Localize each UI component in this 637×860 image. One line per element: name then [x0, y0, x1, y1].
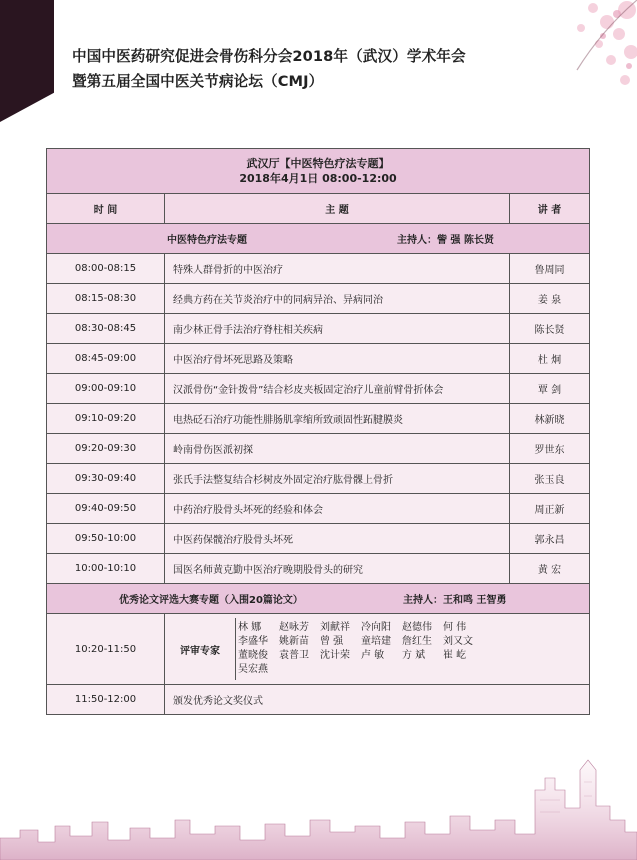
judge-name: 刘又文 — [443, 636, 473, 647]
session-topic: 电热砭石治疗功能性腓肠肌挛缩所致顽固性跖腱膜炎 — [165, 404, 510, 434]
column-header-time: 时 间 — [47, 194, 165, 224]
column-header-topic: 主 题 — [165, 194, 510, 224]
session-time: 08:45-09:00 — [47, 344, 165, 374]
judge-name: 刘献祥 — [320, 622, 350, 633]
session-time: 09:00-09:10 — [47, 374, 165, 404]
session-time: 08:15-08:30 — [47, 284, 165, 314]
column-header-speaker: 讲 者 — [510, 194, 590, 224]
closing-topic: 颁发优秀论文奖仪式 — [165, 685, 590, 715]
session-speaker: 周正新 — [510, 494, 590, 524]
page-title — [72, 44, 592, 94]
session-speaker: 张玉良 — [510, 464, 590, 494]
judging-time: 10:20-11:50 — [47, 614, 165, 685]
table-row — [47, 254, 590, 284]
table-row — [47, 404, 590, 434]
column-header-row — [47, 194, 590, 224]
judge-name: 姚新苗 — [279, 636, 309, 647]
section-hosts: 主持人：訾 强 陈长贤 — [397, 235, 494, 246]
table-row — [47, 344, 590, 374]
session-topic: 经典方药在关节炎治疗中的同病异治、异病同治 — [165, 284, 510, 314]
session-speaker: 郭永昌 — [510, 524, 590, 554]
table-row — [47, 374, 590, 404]
judge-name: 吴宏燕 — [238, 664, 268, 675]
table-row — [47, 614, 590, 685]
session-speaker: 陈长贤 — [510, 314, 590, 344]
judge-name: 袁普卫 — [279, 650, 309, 661]
session-topic: 岭南骨伤医派初探 — [165, 434, 510, 464]
venue-datetime: 2018年4月1日 08:00-12:00 — [239, 172, 397, 185]
title-line-1: 中国中医药研究促进会骨伤科分会2018年（武汉）学术年会 — [72, 48, 466, 65]
corner-decoration — [0, 0, 54, 122]
judge-name: 何 伟 — [443, 622, 467, 633]
session-time: 09:20-09:30 — [47, 434, 165, 464]
section-header-row — [47, 584, 590, 614]
session-speaker: 林新晓 — [510, 404, 590, 434]
judge-name: 董晓俊 — [238, 650, 268, 661]
section-title: 中医特色疗法专题 — [167, 235, 247, 246]
session-time: 08:00-08:15 — [47, 254, 165, 284]
session-speaker: 黄 宏 — [510, 554, 590, 584]
session-time: 09:10-09:20 — [47, 404, 165, 434]
judges-label: 评审专家 — [180, 645, 220, 657]
session-topic: 中医药保髋治疗股骨头坏死 — [165, 524, 510, 554]
judge-name: 方 斌 — [402, 650, 426, 661]
table-row — [47, 434, 590, 464]
session-time: 09:50-10:00 — [47, 524, 165, 554]
table-row — [47, 685, 590, 715]
table-row — [47, 524, 590, 554]
table-row — [47, 314, 590, 344]
session-topic: 特殊人群骨折的中医治疗 — [165, 254, 510, 284]
judge-name: 赵咏芳 — [279, 622, 309, 633]
session-speaker: 覃 剑 — [510, 374, 590, 404]
table-row — [47, 554, 590, 584]
session-speaker: 杜 炯 — [510, 344, 590, 374]
closing-time: 11:50-12:00 — [47, 685, 165, 715]
session-time: 09:30-09:40 — [47, 464, 165, 494]
session-time: 08:30-08:45 — [47, 314, 165, 344]
session-topic: 张氏手法整复结合杉树皮外固定治疗肱骨髁上骨折 — [165, 464, 510, 494]
session-topic: 汉派骨伤“金针拨骨”结合杉皮夹板固定治疗儿童前臂骨折体会 — [165, 374, 510, 404]
judge-name: 曾 强 — [320, 636, 344, 647]
session-time: 10:00-10:10 — [47, 554, 165, 584]
judge-name: 崔 屹 — [443, 650, 467, 661]
section-title: 优秀论文评选大赛专题（入围20篇论文） — [119, 595, 303, 606]
session-topic: 南少林正骨手法治疗脊柱相关疾病 — [165, 314, 510, 344]
session-topic: 中医治疗骨坏死思路及策略 — [165, 344, 510, 374]
section-hosts: 主持人：王和鸣 王智勇 — [403, 595, 507, 606]
judge-name: 詹红生 — [402, 636, 432, 647]
judge-name: 沈计荣 — [320, 650, 350, 661]
session-speaker: 姜 泉 — [510, 284, 590, 314]
judges-list — [235, 618, 508, 680]
title-line-2: 暨第五届全国中医关节病论坛（CMJ） — [72, 73, 324, 90]
table-row — [47, 464, 590, 494]
judge-name: 林 娜 — [238, 622, 262, 633]
session-speaker: 罗世东 — [510, 434, 590, 464]
judge-name: 卢 敏 — [361, 650, 385, 661]
venue-header — [47, 149, 590, 194]
city-skyline-decoration — [0, 750, 637, 860]
judge-name: 冷向阳 — [361, 622, 391, 633]
table-row — [47, 284, 590, 314]
session-time: 09:40-09:50 — [47, 494, 165, 524]
schedule-table — [46, 148, 590, 715]
section-header-row — [47, 224, 590, 254]
judge-name: 李盛华 — [238, 636, 268, 647]
table-row — [47, 494, 590, 524]
session-speaker: 鲁周同 — [510, 254, 590, 284]
venue-hall: 武汉厅【中医特色疗法专题】 — [246, 157, 390, 170]
judge-name: 赵德伟 — [402, 622, 432, 633]
session-topic: 国医名师黄克勤中医治疗晚期股骨头的研究 — [165, 554, 510, 584]
judge-name: 童培建 — [361, 636, 391, 647]
session-topic: 中药治疗股骨头坏死的经验和体会 — [165, 494, 510, 524]
